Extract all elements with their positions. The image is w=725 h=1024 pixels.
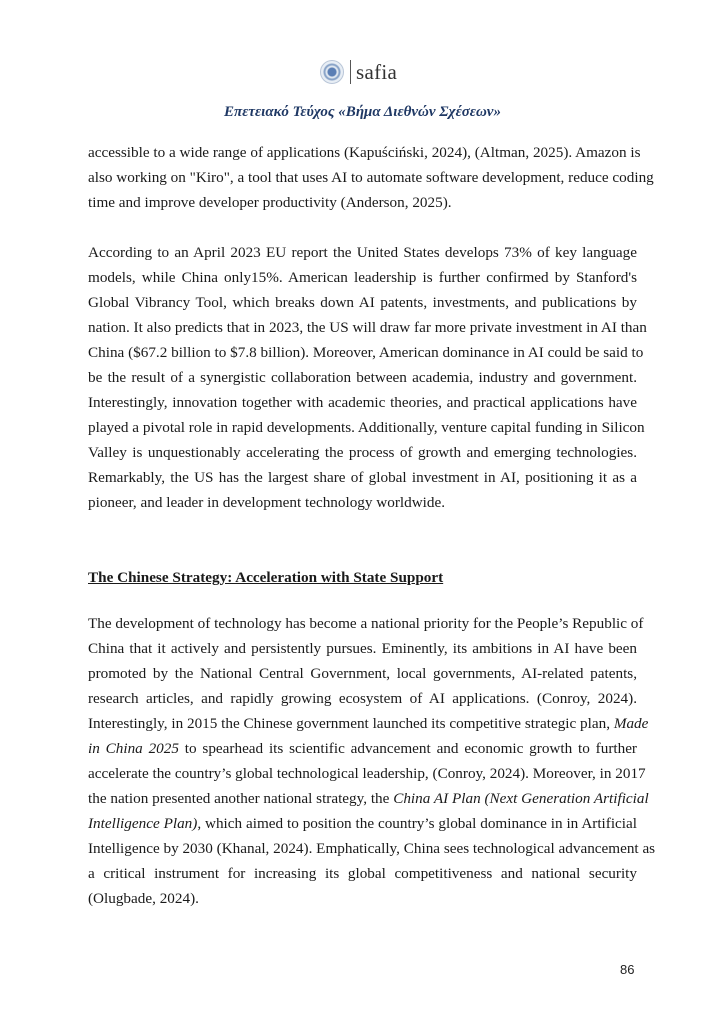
paragraph-line: pioneer, and leader in development technology worldwide. bbox=[88, 494, 446, 511]
logo-text: safia bbox=[356, 59, 398, 84]
paragraph-line: Interestingly, innovation together with academic theories, and practical applications have bbox=[88, 394, 637, 411]
paragraph-line: research articles, and rapidly growing ecosystem of AI applications. (Conroy, 2024). bbox=[88, 690, 637, 707]
paragraph-line bbox=[88, 789, 649, 809]
paragraph-line: According to an April 2023 EU report the United States develops 73% of key language bbox=[88, 244, 637, 261]
paragraph-line: a critical instrument for increasing its global competitiveness and national security bbox=[88, 865, 637, 882]
italic-title: Intelligence Plan) bbox=[88, 815, 198, 832]
paragraph-line bbox=[88, 814, 637, 834]
logo-divider bbox=[350, 60, 351, 84]
paragraph-line: accessible to a wide range of applications (Kapuściński, 2024), (Altman, 2025). Amazon is bbox=[88, 144, 641, 161]
paragraph-line bbox=[88, 739, 637, 759]
paragraph-line: China ($67.2 billion to $7.8 billion). Moreover, American dominance in AI could be said to bbox=[88, 344, 644, 361]
paragraph-line: also working on "Kiro", a tool that uses AI to automate software development, reduce coding bbox=[88, 169, 654, 186]
italic-title: China AI Plan (Next Generation Artificial bbox=[393, 790, 649, 807]
text-run: to spearhead its scientific advancement and economic growth to further bbox=[178, 740, 637, 757]
text-run: Interestingly, in 2015 the Chinese government launched its competitive strategic plan, bbox=[88, 715, 611, 732]
journal-title: Επετειακό Τεύχος «Βήμα Διεθνών Σχέσεων» bbox=[224, 104, 501, 120]
paragraph-line: models, while China only15%. American leadership is further confirmed by Stanford's bbox=[88, 269, 637, 286]
paragraph-line: accelerate the country’s global technological leadership, (Conroy, 2024). Moreover, in 2017 bbox=[88, 765, 646, 782]
paragraph-line bbox=[88, 714, 649, 734]
emblem-icon bbox=[320, 60, 344, 84]
paragraph-line: Remarkably, the US has the largest share of global investment in AI, positioning it as a bbox=[88, 469, 637, 486]
page-number: 86 bbox=[620, 962, 635, 977]
paragraph-line: Global Vibrancy Tool, which breaks down AI patents, investments, and publications by bbox=[88, 294, 637, 311]
paragraph-line: be the result of a synergistic collaboration between academia, industry and government. bbox=[88, 369, 637, 386]
paragraph-line: Intelligence by 2030 (Khanal, 2024). Emphatically, China sees technological advancement as bbox=[88, 840, 656, 857]
italic-title: Made bbox=[613, 715, 649, 732]
paragraph-line: China that it actively and persistently pursues. Eminently, its ambitions in AI have been bbox=[88, 640, 637, 657]
paragraph-line: (Olugbade, 2024). bbox=[88, 890, 199, 907]
paragraph-line: played a pivotal role in rapid developments. Additionally, venture capital funding in Silicon bbox=[88, 419, 645, 436]
text-run: the nation presented another national strategy, the bbox=[88, 790, 390, 807]
section-heading: The Chinese Strategy: Acceleration with State Support bbox=[88, 569, 444, 586]
italic-title: in China 2025 bbox=[88, 740, 179, 757]
paragraph-line: time and improve developer productivity (Anderson, 2025). bbox=[88, 194, 452, 211]
paragraph-line: nation. It also predicts that in 2023, the US will draw far more private investment in AI than bbox=[88, 319, 647, 336]
paragraph-line: The development of technology has become a national priority for the People’s Republic of bbox=[88, 615, 644, 632]
paragraph-line: Valley is unquestionably accelerating the process of growth and emerging technologies. bbox=[88, 444, 637, 461]
text-run: , which aimed to position the country’s global dominance in in Artificial bbox=[197, 815, 637, 832]
paragraph-line: promoted by the National Central Government, local governments, AI-related patents, bbox=[88, 665, 637, 682]
publisher-logo bbox=[320, 58, 397, 86]
